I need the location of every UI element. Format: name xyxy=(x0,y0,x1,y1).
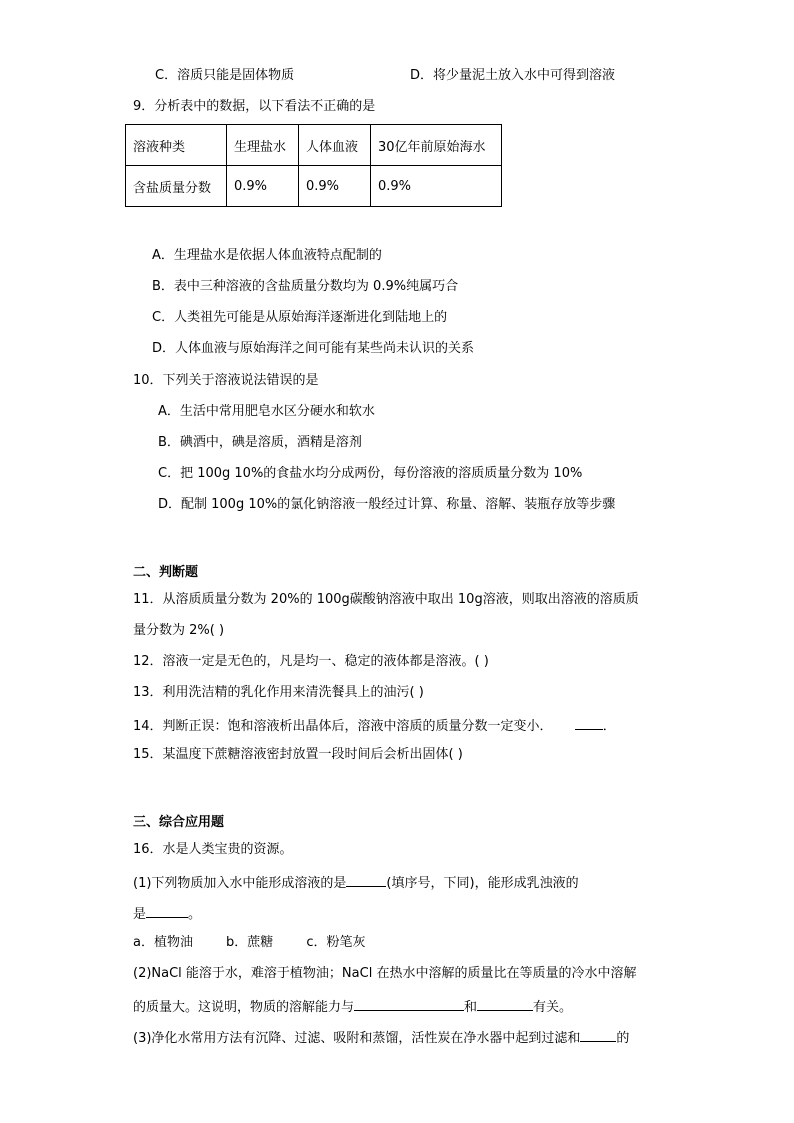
q9-data-table xyxy=(125,124,502,207)
q16-part3-blank-1[interactable] xyxy=(580,1027,616,1042)
table-header-cell: 人体血液 xyxy=(299,125,371,166)
q16-part2-text-b: 和 xyxy=(464,1000,478,1015)
section-title-judgement: 二、判断题 xyxy=(133,565,199,580)
table-cell: 含盐质量分数 xyxy=(126,166,227,207)
table-header-row xyxy=(126,125,502,166)
q16-part2-text-c: 有关。 xyxy=(533,1000,573,1015)
q9-option-a: A．生理盐水是依据人体血液特点配制的 xyxy=(152,248,382,263)
section-title-application: 三、综合应用题 xyxy=(133,815,225,830)
table-cell: 0.9% xyxy=(299,166,371,207)
q16-part3-text-b: 的 xyxy=(616,1031,630,1046)
q10-option-a: A．生活中常用肥皂水区分硬水和软水 xyxy=(158,404,375,419)
q16-part1-text-a: (1)下列物质加入水中能形成溶液的是 xyxy=(133,876,347,891)
q12-text: 12．溶液一定是无色的，凡是均一、稳定的液体都是溶液。( ) xyxy=(133,654,489,669)
table-cell: 0.9% xyxy=(227,166,299,207)
q16-part1-blank-1[interactable] xyxy=(346,872,386,887)
q9-option-b: B．表中三种溶液的含盐质量分数均为 0.9%纯属巧合 xyxy=(152,279,459,294)
q14-end: ． xyxy=(602,719,616,734)
q15-text: 15．某温度下蔗糖溶液密封放置一段时间后会析出固体( ) xyxy=(133,747,463,762)
q16-part1-text-b: (填序号，下同)，能形成乳浊液的 xyxy=(386,876,579,891)
q10-option-d: D．配制 100g 10%的氯化钠溶液一般经过计算、称量、溶解、装瓶存放等步骤 xyxy=(158,497,616,512)
q10-stem: 10．下列关于溶液说法错误的是 xyxy=(133,373,319,388)
q16-part1-blank-2[interactable] xyxy=(146,903,188,918)
q16-part3-text-a: (3)净化水常用方法有沉降、过滤、吸附和蒸馏，活性炭在净水器中起到过滤和 xyxy=(133,1031,581,1046)
q16-part3-line1 xyxy=(133,1027,629,1048)
q14-line xyxy=(133,715,616,736)
q16-part1-line2 xyxy=(133,903,201,924)
table-header-cell: 生理盐水 xyxy=(227,125,299,166)
q14-text: 14．判断正误：饱和溶液析出晶体后，溶液中溶质的质量分数一定变小． xyxy=(133,719,553,734)
q16-part1-text-c: 是 xyxy=(133,907,147,922)
q16-choices: a．植物油 b．蔗糖 c．粉笔灰 xyxy=(133,935,366,950)
q8-option-d: D．将少量泥土放入水中可得到溶液 xyxy=(410,68,616,83)
q16-stem: 16．水是人类宝贵的资源。 xyxy=(133,842,293,857)
q14-answer-blank[interactable] xyxy=(575,715,603,730)
q16-part2-line1: (2)NaCl 能溶于水，难溶于植物油；NaCl 在热水中溶解的质量比在等质量的冷水中溶解 xyxy=(133,966,637,981)
q9-option-d: D．人体血液与原始海洋之间可能有某些尚未认识的关系 xyxy=(152,341,475,356)
table-header-cell: 溶液种类 xyxy=(126,125,227,166)
q10-option-c: C．把 100g 10%的食盐水均分成两份，每份溶液的溶质质量分数为 10% xyxy=(158,466,583,481)
q9-option-c: C．人类祖先可能是从原始海洋逐渐进化到陆地上的 xyxy=(152,310,448,325)
q9-stem: 9．分析表中的数据，以下看法不正确的是 xyxy=(133,99,376,114)
q10-option-b: B．碘酒中，碘是溶质，酒精是溶剂 xyxy=(158,435,362,450)
q16-part1-text-d: 。 xyxy=(188,907,202,922)
q13-text: 13．利用洗洁精的乳化作用来清洗餐具上的油污( ) xyxy=(133,685,424,700)
q16-part2-text-a: 的质量大。这说明，物质的溶解能力与 xyxy=(133,1000,355,1015)
table-header-cell: 30亿年前原始海水 xyxy=(371,125,502,166)
q11-line2: 量分数为 2%( ) xyxy=(133,623,225,638)
q16-part2-line2 xyxy=(133,996,572,1017)
q8-option-c: C．溶质只能是固体物质 xyxy=(155,68,295,83)
q16-part2-blank-2[interactable] xyxy=(477,996,533,1011)
q11-line1: 11．从溶质质量分数为 20%的 100g碳酸钠溶液中取出 10g溶液，则取出溶液的溶质质 xyxy=(133,592,639,607)
table-cell: 0.9% xyxy=(371,166,502,207)
q16-part1-line1 xyxy=(133,872,579,893)
q16-part2-blank-1[interactable] xyxy=(354,996,464,1011)
table-row xyxy=(126,166,502,207)
